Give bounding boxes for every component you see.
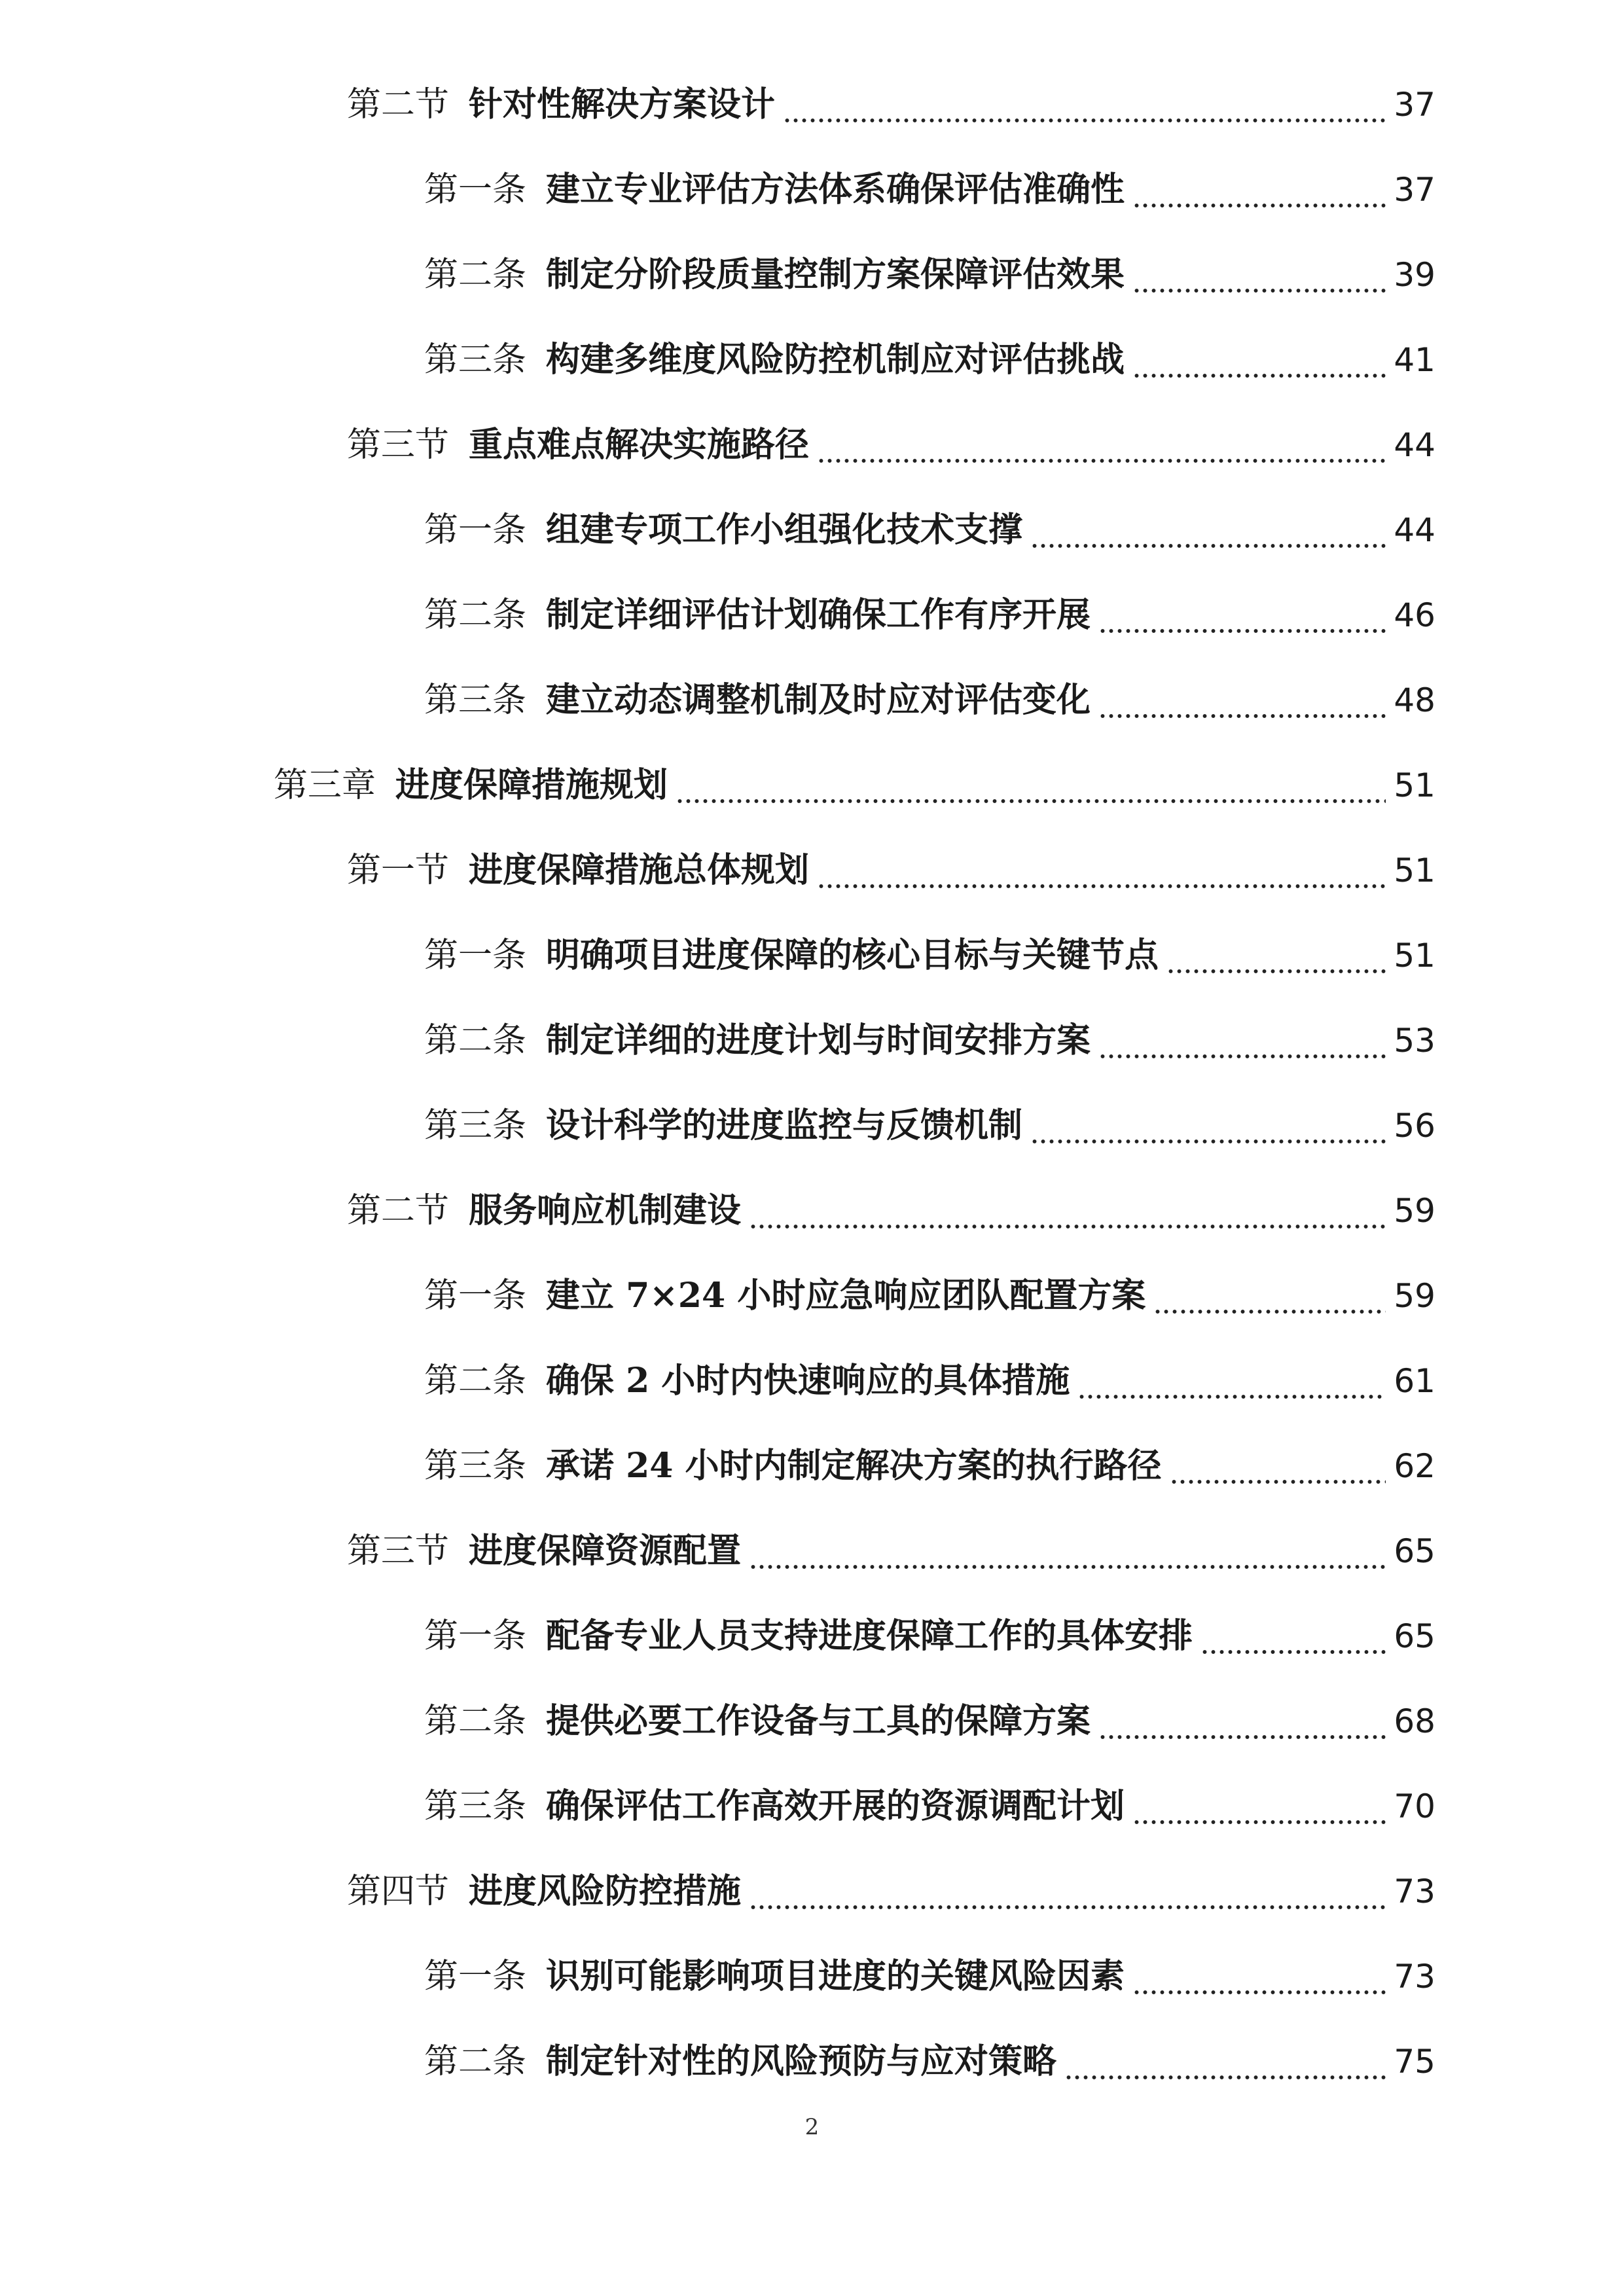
dot-leader: [783, 84, 1386, 126]
dot-leader: [1132, 169, 1386, 211]
toc-entry-page: 48: [1394, 681, 1435, 719]
toc-entry[interactable]: [424, 669, 1435, 721]
toc-entry[interactable]: [424, 329, 1435, 381]
dot-leader: [1030, 1105, 1386, 1147]
toc-entry[interactable]: [424, 158, 1435, 211]
toc-entry-prefix: 第三章: [274, 766, 376, 805]
toc-entry-title: 承诺 24 小时内制定解决方案的执行路径: [546, 1446, 1162, 1486]
toc-entry-page: 37: [1394, 86, 1435, 124]
dot-leader: [1166, 935, 1386, 977]
toc-entry-prefix: 第三节: [347, 1532, 450, 1571]
toc-entry[interactable]: [424, 1009, 1435, 1062]
dot-leader: [1098, 1020, 1386, 1062]
toc-entry-page: 51: [1394, 937, 1435, 975]
toc-entry[interactable]: [424, 2030, 1435, 2083]
dot-leader: [817, 424, 1386, 466]
dot-leader: [1153, 1275, 1386, 1317]
toc-entry-page: 59: [1394, 1192, 1435, 1230]
toc-entry-title: 组建专项工作小组强化技术支撑: [546, 510, 1023, 550]
toc-entry-prefix: 第一条: [424, 936, 527, 975]
toc-entry[interactable]: [347, 839, 1435, 891]
toc-entry-title: 确保评估工作高效开展的资源调配计划: [546, 1786, 1125, 1826]
page-number: 2: [804, 2114, 820, 2140]
toc-entry-prefix: 第二条: [424, 596, 527, 635]
toc-entry-page: 44: [1394, 426, 1435, 464]
toc-entry-page: 39: [1394, 256, 1435, 294]
dot-leader: [1132, 254, 1386, 296]
dot-leader: [1064, 2041, 1386, 2083]
toc-entry-title: 制定分阶段质量控制方案保障评估效果: [546, 255, 1125, 295]
toc-entry-prefix: 第二条: [424, 1021, 527, 1060]
toc-entry-page: 51: [1394, 766, 1435, 804]
toc-entry-title: 配备专业人员支持进度保障工作的具体安排: [546, 1616, 1193, 1656]
toc-entry-title: 进度保障措施总体规划: [469, 850, 810, 890]
toc-entry-prefix: 第三节: [347, 425, 450, 465]
dot-leader: [1030, 509, 1386, 551]
toc-entry-title: 重点难点解决实施路径: [469, 425, 810, 465]
toc-entry-prefix: 第一条: [424, 1617, 527, 1656]
dot-leader: [749, 1530, 1386, 1572]
toc-entry[interactable]: [424, 1350, 1435, 1402]
toc-entry[interactable]: [424, 584, 1435, 636]
toc-entry-page: 41: [1394, 341, 1435, 379]
toc-entry-title: 进度保障措施规划: [395, 765, 668, 805]
toc-entry-page: 61: [1394, 1362, 1435, 1400]
toc-entry-title: 构建多维度风险防控机制应对评估挑战: [546, 340, 1125, 380]
toc-entry-prefix: 第二条: [424, 2042, 527, 2081]
toc-entry-prefix: 第三条: [424, 1787, 527, 1826]
toc-entry-title: 针对性解决方案设计: [469, 84, 776, 124]
toc-entry[interactable]: [347, 1179, 1435, 1232]
toc-entry-prefix: 第一节: [347, 851, 450, 890]
dot-leader: [1077, 1360, 1386, 1402]
toc-entry-page: 46: [1394, 596, 1435, 634]
toc-entry-page: 65: [1394, 1532, 1435, 1570]
toc-entry-prefix: 第二条: [424, 1702, 527, 1741]
dot-leader: [749, 1871, 1386, 1912]
dot-leader: [1132, 1956, 1386, 1998]
toc-entry-title: 明确项目进度保障的核心目标与关键节点: [546, 935, 1159, 975]
dot-leader: [1132, 1785, 1386, 1827]
toc-entry-page: 59: [1394, 1277, 1435, 1315]
toc-entry-title: 制定详细的进度计划与时间安排方案: [546, 1020, 1091, 1060]
toc-entry-title: 建立 7×24 小时应急响应团队配置方案: [546, 1276, 1146, 1316]
dot-leader: [1098, 594, 1386, 636]
toc-entry-title: 提供必要工作设备与工具的保障方案: [546, 1701, 1091, 1741]
dot-leader: [1200, 1615, 1386, 1657]
toc-entry[interactable]: [424, 243, 1435, 296]
toc-entry-prefix: 第一条: [424, 511, 527, 550]
toc-entry-page: 73: [1394, 1873, 1435, 1910]
dot-leader: [749, 1190, 1386, 1232]
toc-entry-page: 75: [1394, 2043, 1435, 2081]
toc-entry-prefix: 第二节: [347, 1191, 450, 1230]
toc-entry[interactable]: [424, 499, 1435, 551]
toc-entry[interactable]: [347, 73, 1435, 126]
toc-entry-page: 62: [1394, 1447, 1435, 1485]
toc-entry-title: 识别可能影响项目进度的关键风险因素: [546, 1956, 1125, 1996]
toc-entry-prefix: 第四节: [347, 1872, 450, 1911]
toc-entry[interactable]: [424, 1094, 1435, 1147]
toc-entry-prefix: 第三条: [424, 1106, 527, 1145]
toc-entry-page: 56: [1394, 1107, 1435, 1145]
toc-entry-title: 设计科学的进度监控与反馈机制: [546, 1105, 1023, 1145]
toc-entry-title: 服务响应机制建设: [469, 1191, 742, 1230]
toc-entry-page: 53: [1394, 1022, 1435, 1060]
toc-entry-prefix: 第一条: [424, 1276, 527, 1316]
toc-entry[interactable]: [347, 414, 1435, 466]
toc-entry[interactable]: [424, 1945, 1435, 1998]
toc-entry-title: 制定针对性的风险预防与应对策略: [546, 2041, 1057, 2081]
toc-entry[interactable]: [424, 924, 1435, 977]
toc-entry[interactable]: [424, 1690, 1435, 1742]
toc-entry[interactable]: [274, 754, 1435, 806]
dot-leader: [1132, 339, 1386, 381]
toc-entry-page: 70: [1394, 1787, 1435, 1825]
toc-entry-prefix: 第一条: [424, 170, 527, 209]
dot-leader: [1098, 679, 1386, 721]
toc-entry-prefix: 第三条: [424, 681, 527, 720]
toc-entry[interactable]: [424, 1265, 1435, 1317]
dot-leader: [1170, 1445, 1386, 1487]
toc-entry[interactable]: [424, 1775, 1435, 1827]
toc-entry-prefix: 第一条: [424, 1957, 527, 1996]
toc-entry-prefix: 第二条: [424, 1361, 527, 1401]
toc-entry-page: 37: [1394, 171, 1435, 209]
toc-entry-prefix: 第三条: [424, 340, 527, 380]
toc-entry-title: 进度保障资源配置: [469, 1531, 742, 1571]
toc-entry-page: 51: [1394, 852, 1435, 889]
toc-entry[interactable]: [424, 1605, 1435, 1657]
toc-entry-prefix: 第三条: [424, 1446, 527, 1486]
toc-entry[interactable]: [347, 1520, 1435, 1572]
dot-leader: [1098, 1700, 1386, 1742]
toc-entry-prefix: 第二节: [347, 85, 450, 124]
toc-entry-page: 65: [1394, 1617, 1435, 1655]
toc-entry-title: 制定详细评估计划确保工作有序开展: [546, 595, 1091, 635]
toc-entry-prefix: 第二条: [424, 255, 527, 295]
dot-leader: [676, 764, 1386, 806]
toc-entry-page: 44: [1394, 511, 1435, 549]
toc-entry-page: 73: [1394, 1958, 1435, 1996]
toc-entry-title: 确保 2 小时内快速响应的具体措施: [546, 1361, 1070, 1401]
toc-entry-title: 建立动态调整机制及时应对评估变化: [546, 680, 1091, 720]
toc-entry-title: 建立专业评估方法体系确保评估准确性: [546, 170, 1125, 209]
toc-entry-title: 进度风险防控措施: [469, 1871, 742, 1911]
toc-entry[interactable]: [347, 1860, 1435, 1912]
toc-entry[interactable]: [424, 1435, 1435, 1487]
dot-leader: [817, 850, 1386, 891]
toc-entry-page: 68: [1394, 1702, 1435, 1740]
